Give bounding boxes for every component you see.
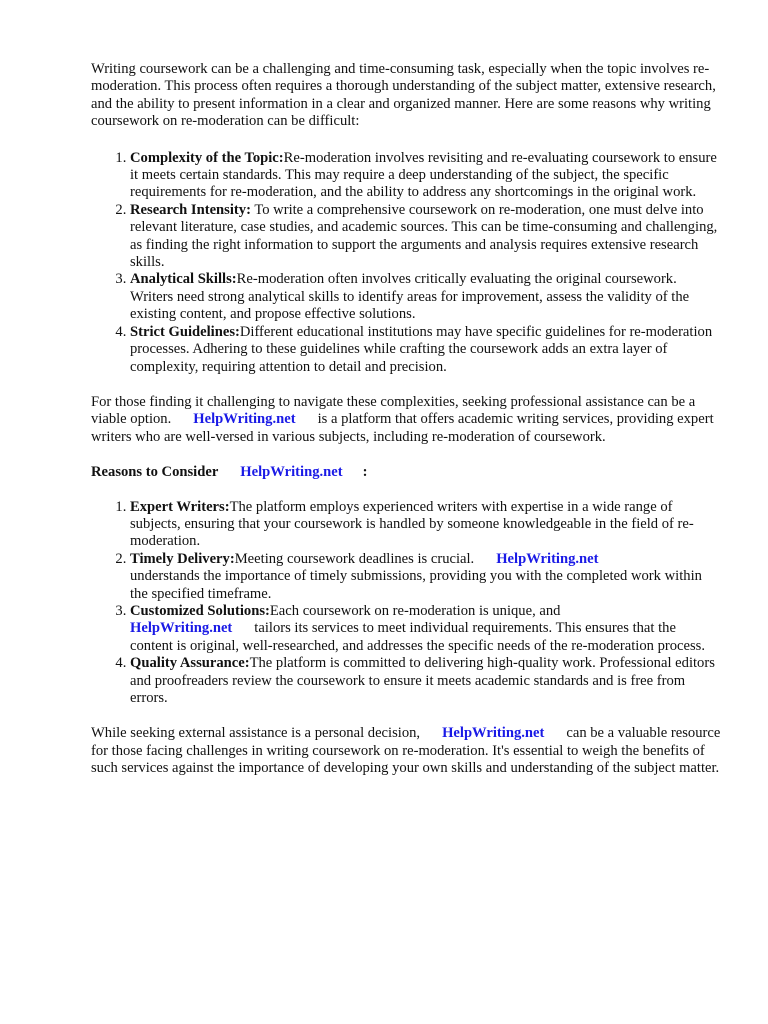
reasons-list — [91, 499, 721, 708]
item-title: Complexity of the Topic: — [130, 149, 284, 166]
document-page — [91, 61, 721, 778]
item-text: understands the importance of timely submissions, providing you with the completed work within the specified timeframe. — [130, 568, 702, 602]
helpwriting-link[interactable]: HelpWriting.net — [193, 411, 296, 428]
item-text: Meeting coursework deadlines is crucial. — [234, 550, 475, 567]
list-item — [130, 603, 721, 655]
item-text: Different educational institutions may have specific guidelines for re-moderation processes. Adhering to these guidelines while crafting the coursework adds an extra layer of complexity, requiring attention to detail and precision. — [130, 323, 713, 375]
list-item — [130, 271, 721, 323]
item-text: Each coursework on re-moderation is unique, and — [269, 602, 561, 619]
item-text: tailors its services to meet individual requirements. This ensures that the content is original, well-researched, and addresses the specific needs of the re-moderation process. — [130, 620, 706, 654]
helpwriting-link[interactable]: HelpWriting.net — [442, 725, 545, 742]
helpwriting-link[interactable]: HelpWriting.net — [130, 620, 233, 637]
paragraph-text: While seeking external assistance is a personal decision, — [91, 725, 421, 742]
assistance-paragraph — [91, 394, 721, 446]
item-title: Research Intensity: — [130, 201, 251, 218]
list-item — [130, 551, 721, 603]
item-title: Quality Assurance: — [130, 655, 250, 672]
intro-paragraph: Writing coursework can be a challenging and time-consuming task, especially when the topic involves re-moderation. This process often requires a thorough understanding of the subject matter, extensive research, and the ability to present information in a clear and organized manner. Here are some reasons why writing coursework on re-moderation can be difficult: — [91, 61, 716, 130]
item-title: Strict Guidelines: — [130, 323, 240, 340]
closing-paragraph — [91, 725, 721, 777]
item-title: Customized Solutions: — [130, 602, 270, 619]
item-text: Re-moderation often involves critically evaluating the original coursework. Writers need strong analytical skills to identify areas for improvement, assess the validity of the existing content, and propose effective solutions. — [130, 271, 690, 323]
list-item — [130, 324, 721, 376]
list-item — [130, 499, 721, 551]
list-item — [130, 655, 721, 707]
helpwriting-link[interactable]: HelpWriting.net — [496, 550, 599, 567]
reasons-heading — [91, 464, 721, 481]
helpwriting-link[interactable]: HelpWriting.net — [240, 464, 343, 481]
list-item — [130, 150, 721, 202]
heading-text: Reasons to Consider — [91, 464, 219, 481]
item-text: Re-moderation involves revisiting and re-evaluating coursework to ensure it meets certain standards. This may require a deep understanding of the subject, the specific requirements for re-moderation, and the ability to address any shortcomings in the original work. — [130, 149, 717, 201]
item-title: Analytical Skills: — [130, 271, 237, 288]
paragraph-text: can be a valuable resource for those facing challenges in writing coursework on re-moderation. It's essential to weigh the benefits of such services against the importance of developing your own skills and understanding of the subject matter. — [91, 725, 721, 777]
difficulties-list — [91, 150, 721, 376]
heading-colon: : — [362, 464, 368, 481]
item-text: To write a comprehensive coursework on re-moderation, one must delve into relevant literature, case studies, and academic sources. This can be time-consuming and challenging, as finding the right information to support the arguments and analysis requires extensive research skills. — [130, 201, 718, 271]
item-text: The platform employs experienced writers with expertise in a wide range of subjects, ensuring that your coursework is handled by someone knowledgeable in the field of re-moderation. — [130, 498, 694, 550]
list-item — [130, 202, 721, 272]
item-title: Timely Delivery: — [130, 550, 235, 567]
paragraph-text: is a platform that offers academic writing services, providing expert writers who are well-versed in various subjects, including re-moderation of coursework. — [91, 411, 714, 445]
item-text: The platform is committed to delivering high-quality work. Professional editors and proofreaders review the coursework to ensure it meets academic standards and is free from errors. — [130, 655, 715, 706]
paragraph-text: For those finding it challenging to navigate these complexities, seeking professional assistance can be a viable option. — [91, 393, 696, 428]
item-title: Expert Writers: — [130, 498, 230, 515]
